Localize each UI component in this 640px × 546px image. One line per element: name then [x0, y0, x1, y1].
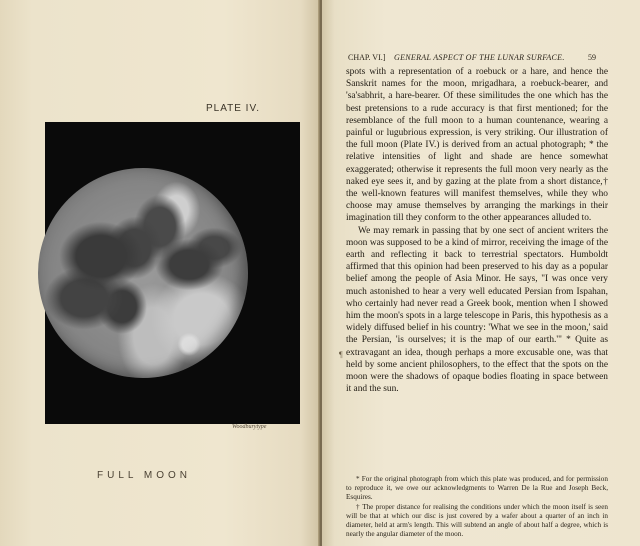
- plate-label: PLATE IV.: [205, 103, 260, 114]
- footnote-1: * For the original photograph from which this plate was produced, and for permission to reproduce it, we owe our acknowledgments to Warren De la Rue and Joseph Beck, Esquires.: [346, 475, 608, 502]
- footnotes: [346, 475, 608, 539]
- moon-plate: [45, 122, 300, 424]
- paragraph-2: We may remark in passing that by one sect of ancient writers the moon was supposed to be a kind of mirror, receiving the image of the earth and reflecting it back to terrestrial spectators. Humboldt affirmed that this opinion had been preserved to his day as a popular belief among the people of Asia Minor. He says, "I was once very much astonished to hear a very well educated Persian from Ispahan, who certainly had never read a Greek book, mention when I showed him the moon's spots in a large telescope in Paris, this hypothesis as a widely diffused belief in his country: 'What we see in the moon,' said the Persian, 'is ourselves; it is the map of our earth.'" * Quite as extravagant an idea, though perhaps a more excusable one, was that held by some ancient philosophers, to the effect that the spots on the moon were the shadows of opaque bodies floating in space between it and the sun.: [346, 225, 608, 395]
- page-number: 59: [588, 53, 596, 62]
- full-moon-photograph: [38, 168, 248, 378]
- footnote-2: † The proper distance for realising the conditions under which the moon itself is seen will be that at which our disc is just covered by a wafer about a quarter of an inch in diameter, held at arm's length. This will subtend an angle of about half a degree, which is nearly the angular diameter of the moon.: [346, 502, 608, 539]
- body-text: [346, 66, 608, 395]
- margin-mark: ¶: [339, 350, 343, 359]
- plate-caption: FULL MOON: [97, 470, 191, 481]
- engraver-credit: Woodburytype: [232, 424, 267, 430]
- chapter-label: CHAP. VI.]: [348, 53, 386, 62]
- running-title: GENERAL ASPECT OF THE LUNAR SURFACE.: [394, 53, 565, 62]
- paragraph-1: spots with a representation of a roebuck or a hare, and hence the Sanskrit names for the moon, mrigadhara, a roebuck-bearer, and 'sa'sabhrit, a hare-bearer. Of these similitudes the one which has the best pretensions to a rude accuracy is that first mentioned; for the resemblance of the full moon to a human countenance, wearing a painful or lugubrious expression, is very striking. Our illustration of the full moon (Plate IV.) is derived from an actual photograph; * the relative intensities of light and shade are hence somewhat exaggerated; otherwise it represents the full moon very nearly as the naked eye sees it, and by gazing at the plate from a short distance,† the well-known features will manifest themselves, while they who choose may amuse themselves by arranging the markings in their imagination till they conform to the other appearances alluded to.: [346, 67, 608, 224]
